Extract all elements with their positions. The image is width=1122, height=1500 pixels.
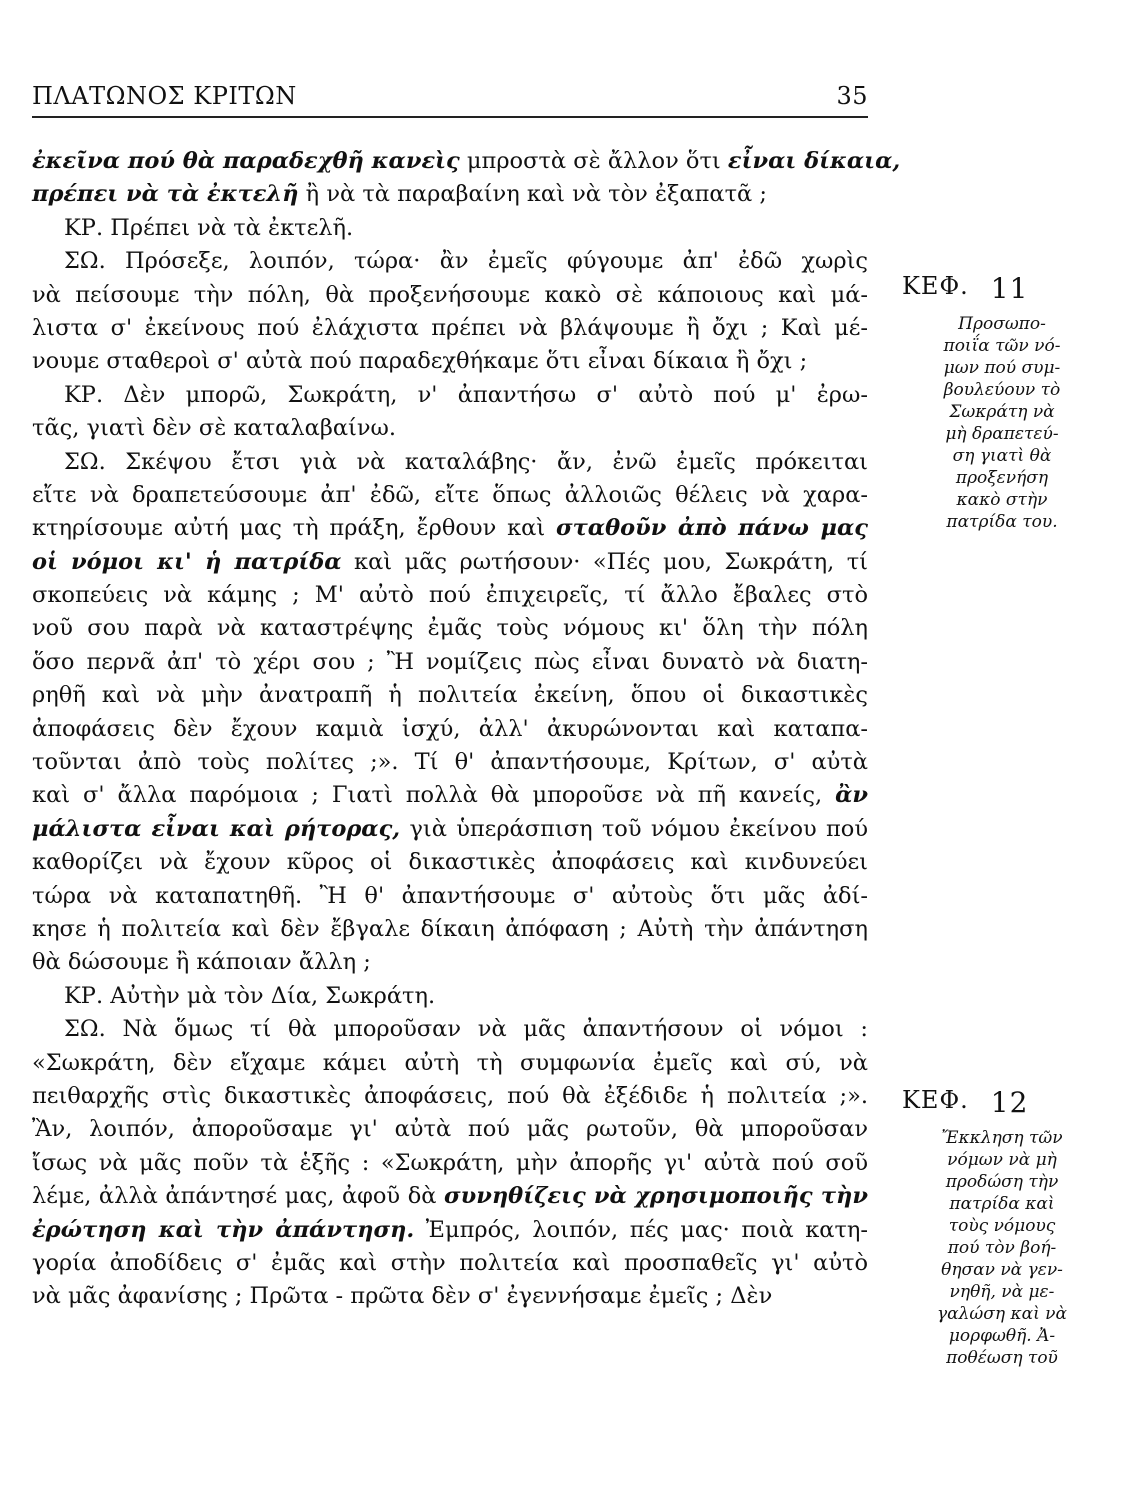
text-line xyxy=(32,746,868,779)
note-line: θησαν νὰ γεν- xyxy=(941,1260,1063,1280)
emphasized-text: οἱ νόμοι κι' ἡ πατρίδα xyxy=(32,548,342,575)
text-line xyxy=(32,1280,868,1313)
text-line xyxy=(32,312,868,345)
text-run: σκοπεύεις νὰ κάμης ; Μ' αὐτὸ πού ἐπιχειρεῖς, τί ἄλλο ἔβαλες στὸ xyxy=(32,582,868,609)
text-line xyxy=(32,679,868,712)
text-run: ΚΡ. Πρέπει νὰ τὰ ἐκτελῆ. xyxy=(64,214,354,241)
note-line: πατρίδα του. xyxy=(946,512,1058,532)
text-line xyxy=(32,145,901,178)
text-run: καὶ σ' ἄλλα παρόμοια ; Γιατὶ πολλὰ θὰ μποροῦσε νὰ πῆ κανείς, xyxy=(32,782,836,809)
header-rule xyxy=(32,116,868,118)
text-run: Ἐμπρός, λοιπόν, πές μας· ποιὰ κατη- xyxy=(414,1216,868,1243)
text-line xyxy=(32,1113,868,1146)
note-line: μορφωθῆ. Ἀ- xyxy=(948,1326,1056,1346)
chapter-summary xyxy=(902,1127,1102,1369)
note-line: ποιΐα τῶν νό- xyxy=(943,336,1061,356)
text-line xyxy=(32,1214,868,1247)
text-run: ἢ νὰ τὰ παραβαίνη καὶ νὰ τὸν ἐξαπατᾶ ; xyxy=(298,181,767,208)
text-run: μπροστὰ σὲ ἄλλον ὅτι xyxy=(459,148,728,174)
running-header xyxy=(32,82,868,110)
text-run: νὰ μᾶς ἀφανίσης ; Πρῶτα - πρῶτα δὲν σ' ἐγεννήσαμε ἐμεῖς ; Δὲν xyxy=(32,1283,773,1310)
chapter-label: ΚΕΦ. xyxy=(902,1086,969,1114)
emphasized-text: εἶναι δίκαια, xyxy=(727,148,901,174)
text-line xyxy=(32,279,868,312)
note-line: Ἔκκληση τῶν xyxy=(941,1128,1063,1148)
note-line: γαλώση καὶ νὰ xyxy=(937,1304,1067,1324)
text-run: ΣΩ. Νὰ ὅμως τί θὰ μποροῦσαν νὰ μᾶς ἀπαντήσουν οἱ νόμοι : xyxy=(64,1016,868,1043)
text-line xyxy=(32,779,868,812)
text-run: τᾶς, γιατὶ δὲν σὲ καταλαβαίνω. xyxy=(32,415,397,442)
text-line xyxy=(32,846,868,879)
page-number: 35 xyxy=(836,82,868,110)
note-line: νόμων νὰ μὴ xyxy=(947,1150,1057,1170)
text-line xyxy=(32,946,868,979)
text-line xyxy=(32,446,868,479)
text-run: κησε ἡ πολιτεία καὶ δὲν ἔβγαλε δίκαιη ἀπόφαση ; Αὐτὴ τὴν ἀπάντηση xyxy=(32,915,868,942)
text-run: ΚΡ. Αὐτὴν μὰ τὸν Δία, Σωκράτη. xyxy=(64,982,436,1009)
note-line: προξενήση xyxy=(955,468,1049,488)
emphasized-text: ἂν xyxy=(835,782,868,809)
text-run: γιὰ ὑπεράσπιση τοῦ νόμου ἐκείνου πού xyxy=(400,815,869,842)
note-line: ση γιατὶ θὰ xyxy=(952,446,1052,466)
note-line: μων πού συμ- xyxy=(943,358,1061,378)
emphasized-text: σταθοῦν ἀπὸ πάνω μας xyxy=(556,515,868,542)
text-run: πειθαρχῆς στὶς δικαστικὲς ἀποφάσεις, πού θὰ ἐξέδιδε ἡ πολιτεία ;». xyxy=(32,1082,868,1109)
emphasized-text: συνηθίζεις νὰ χρησιμοποιῆς τὴν xyxy=(444,1183,868,1210)
text-run: νὰ πείσουμε τὴν πόλη, θὰ προξενήσουμε κακὸ σὲ κάποιους καὶ μά- xyxy=(32,281,868,308)
text-run: ρηθῆ καὶ νὰ μὴν ἀνατραπῆ ἡ πολιτεία ἐκείνη, ὅπου οἱ δικαστικὲς xyxy=(32,682,868,709)
note-line: Προσωπο- xyxy=(958,314,1046,334)
text-line xyxy=(32,546,868,579)
text-run: ἴσως νὰ μᾶς ποῦν τὰ ἑξῆς : «Σωκράτη, μὴν ἀπορῆς γι' αὐτὰ πού σοῦ xyxy=(32,1149,868,1176)
text-line xyxy=(32,579,868,612)
text-line xyxy=(32,880,868,913)
chapter-label: ΚΕΦ. xyxy=(902,272,969,300)
emphasized-text: ἐκεῖνα πού θὰ παραδεχθῆ κανεὶς xyxy=(32,148,460,174)
note-line: πατρίδα καὶ xyxy=(949,1194,1055,1214)
text-line xyxy=(32,412,868,445)
chapter-number: 12 xyxy=(990,1086,1029,1119)
margin-note-ch11 xyxy=(902,272,1102,533)
text-run: ΚΡ. Δὲν μπορῶ, Σωκράτη, ν' ἀπαντήσω σ' αὐτὸ πού μ' ἐρω- xyxy=(64,381,868,408)
chapter-heading xyxy=(902,272,1102,305)
chapter-summary xyxy=(902,313,1102,533)
text-run: «Σωκράτη, δὲν εἴχαμε κάμει αὐτὴ τὴ συμφωνία ἐμεῖς καὶ σύ, νὰ xyxy=(32,1049,868,1076)
note-line: Σωκράτη νὰ xyxy=(949,402,1055,422)
margin-note-ch12 xyxy=(902,1086,1102,1369)
text-run: ΣΩ. Πρόσεξε, λοιπόν, τώρα· ἂν ἐμεῖς φύγουμε ἀπ' ἐδῶ χωρὶς xyxy=(64,248,868,275)
text-line xyxy=(32,713,868,746)
text-run: νουμε σταθεροὶ σ' αὐτὰ πού παραδεχθήκαμε ὅτι εἶναι δίκαια ἢ ὄχι ; xyxy=(32,348,808,375)
note-line: ποθέωση τοῦ xyxy=(946,1348,1058,1368)
text-run: καθορίζει νὰ ἔχουν κῦρος οἱ δικαστικὲς ἀποφάσεις καὶ κινδυνεύει xyxy=(32,849,868,876)
text-line xyxy=(32,980,868,1013)
note-line: μὴ δραπετεύ- xyxy=(945,424,1059,444)
text-run: γορία ἀποδίδεις σ' ἐμᾶς καὶ στὴν πολιτεία καὶ προσπαθεῖς γι' αὐτὸ xyxy=(32,1249,868,1276)
text-line xyxy=(32,512,868,545)
chapter-heading xyxy=(902,1086,1102,1119)
text-line xyxy=(32,1013,868,1046)
text-run: κτηρίσουμε αὐτή μας τὴ πράξη, ἔρθουν καὶ xyxy=(32,515,557,542)
text-run: λιστα σ' ἐκείνους πού ἐλάχιστα πρέπει νὰ βλάψουμε ἢ ὄχι ; Καὶ μέ- xyxy=(32,314,868,341)
text-line xyxy=(32,379,868,412)
text-line xyxy=(32,913,868,946)
note-line: τοὺς νόμους xyxy=(948,1216,1056,1236)
note-line: βουλεύουν τὸ xyxy=(943,380,1061,400)
text-line xyxy=(32,212,868,245)
note-line: πού τὸν βοή- xyxy=(947,1238,1057,1258)
text-run: λέμε, ἀλλὰ ἀπάντησέ μας, ἀφοῦ δὰ xyxy=(32,1183,445,1210)
book-title: ΠΛΑΤΩΝΟΣ ΚΡΙΤΩΝ xyxy=(32,82,297,110)
text-line xyxy=(32,345,868,378)
text-line xyxy=(32,813,868,846)
text-run: νοῦ σου παρὰ νὰ καταστρέψης ἐμᾶς τοὺς νόμους κι' ὅλη τὴν πόλη xyxy=(32,615,868,642)
text-run: ἀποφάσεις δὲν ἔχουν καμιὰ ἰσχύ, ἀλλ' ἀκυρώνονται καὶ καταπα- xyxy=(32,715,868,742)
text-line xyxy=(32,479,868,512)
text-run: ΣΩ. Σκέψου ἔτσι γιὰ νὰ καταλάβης· ἄν, ἐνῶ ἐμεῖς πρόκειται xyxy=(64,448,868,475)
emphasized-text: μάλιστα εἶναι καὶ ρήτορας, xyxy=(32,815,401,842)
text-run: καὶ μᾶς ρωτήσουν· «Πές μου, Σωκράτη, τί xyxy=(341,548,868,575)
text-line xyxy=(32,178,868,211)
text-run: τώρα νὰ καταπατηθῆ. Ἢ θ' ἀπαντήσουμε σ' αὐτοὺς ὅτι μᾶς ἀδί- xyxy=(32,882,868,909)
note-line: κακὸ στὴν xyxy=(956,490,1048,510)
main-text xyxy=(32,145,901,1314)
text-line xyxy=(32,1247,868,1280)
emphasized-text: πρέπει νὰ τὰ ἐκτελῆ xyxy=(32,181,299,208)
emphasized-text: ἐρώτηση καὶ τὴν ἀπάντηση. xyxy=(32,1216,415,1243)
text-line xyxy=(32,1147,868,1180)
text-run: θὰ δώσουμε ἢ κάποιαν ἄλλη ; xyxy=(32,949,371,976)
text-run: τοῦνται ἀπὸ τοὺς πολίτες ;». Τί θ' ἀπαντήσουμε, Κρίτων, σ' αὐτὰ xyxy=(32,749,868,776)
text-line xyxy=(32,245,868,278)
text-line xyxy=(32,1047,868,1080)
text-run: Ἂν, λοιπόν, ἀποροῦσαμε γι' αὐτὰ πού μᾶς ρωτοῦν, θὰ μποροῦσαν xyxy=(32,1116,868,1143)
text-line xyxy=(32,612,868,645)
note-line: νηθῆ, νὰ με- xyxy=(949,1282,1055,1302)
text-run: ὅσο περνᾶ ἀπ' τὸ χέρι σου ; Ἢ νομίζεις πὼς εἶναι δυνατὸ νὰ διατη- xyxy=(32,648,868,675)
text-line xyxy=(32,646,868,679)
chapter-number: 11 xyxy=(990,272,1029,305)
note-line: προδώση τὴν xyxy=(945,1172,1059,1192)
text-run: εἴτε νὰ δραπετεύσουμε ἀπ' ἐδῶ, εἴτε ὅπως ἀλλοιῶς θέλεις νὰ χαρα- xyxy=(32,481,868,508)
text-line xyxy=(32,1180,868,1213)
text-line xyxy=(32,1080,868,1113)
